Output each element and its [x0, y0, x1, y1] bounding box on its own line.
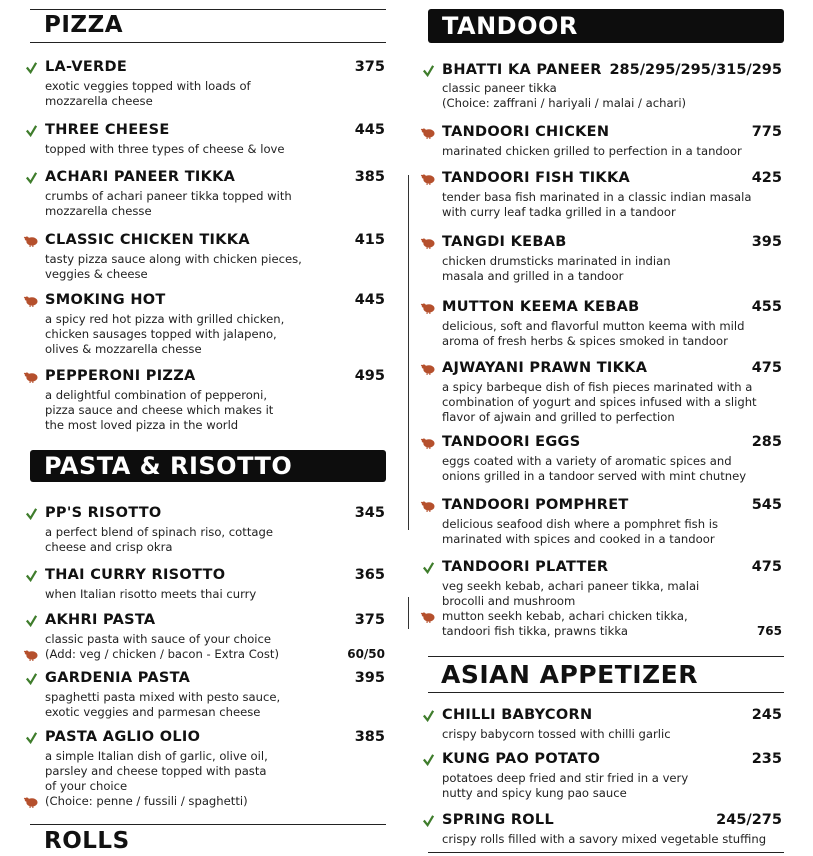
chicken-icon [420, 126, 436, 139]
chicken-icon [23, 648, 39, 661]
menu-item [442, 812, 782, 852]
item-price: 395 [751, 234, 782, 250]
item-description: mozzarella cheese [45, 94, 153, 108]
section-title-asian-appetizer: ASIAN APPETIZER [441, 660, 699, 689]
item-description: topped with three types of cheese & love [45, 142, 285, 156]
chicken-icon [420, 172, 436, 185]
item-price: 415 [354, 232, 385, 248]
item-price: 545 [751, 497, 782, 513]
menu-item [442, 62, 782, 112]
item-description: (Choice: penne / fussili / spaghetti) [45, 794, 248, 808]
item-description: mutton seekh kebab, achari chicken tikka, [442, 609, 688, 623]
item-price: 285 [751, 434, 782, 450]
item-name: BHATTI KA PANEER [442, 62, 602, 78]
item-name: THREE CHEESE [45, 122, 170, 138]
item-description: chicken sausages topped with jalapeno, [45, 327, 277, 341]
item-name: PEPPERONI PIZZA [45, 368, 196, 384]
column-divider [408, 175, 409, 530]
item-description: aroma of fresh herbs & spices smoked in tandoor [442, 334, 728, 348]
item-description: tasty pizza sauce along with chicken pieces, [45, 252, 302, 266]
veg-leaf-icon [422, 64, 435, 77]
menu-item [45, 505, 385, 555]
item-price: 445 [354, 292, 385, 308]
item-name: THAI CURRY RISOTTO [45, 567, 226, 583]
menu-item [442, 124, 782, 160]
item-description: eggs coated with a variety of aromatic spices and [442, 454, 732, 468]
veg-leaf-icon [25, 614, 38, 627]
menu-item [45, 169, 385, 219]
item-price: 495 [354, 368, 385, 384]
section-rule [428, 852, 784, 853]
item-name: SMOKING HOT [45, 292, 166, 308]
veg-leaf-icon [422, 561, 435, 574]
item-name: CHILLI BABYCORN [442, 707, 593, 723]
item-description: exotic veggies and parmesan cheese [45, 705, 261, 719]
item-price: 285/295/295/315/295 [609, 62, 782, 78]
item-price: 245/275 [716, 812, 782, 828]
menu-item [442, 170, 782, 220]
veg-leaf-icon [25, 507, 38, 520]
item-description: crispy rolls filled with a savory mixed vegetable stuffing [442, 832, 767, 846]
item-name: CLASSIC CHICKEN TIKKA [45, 232, 250, 248]
menu-item [45, 232, 385, 282]
item-description: veggies & cheese [45, 267, 148, 281]
section-title-tandoor: TANDOOR [428, 9, 784, 43]
item-description: a spicy barbeque dish of fish pieces marinated with a [442, 380, 753, 394]
veg-leaf-icon [25, 731, 38, 744]
item-description: spaghetti pasta mixed with pesto sauce, [45, 690, 281, 704]
column-divider [408, 597, 409, 629]
chicken-icon [420, 499, 436, 512]
section-rule [30, 824, 386, 825]
item-description: potatoes deep fried and stir fried in a very [442, 771, 689, 785]
chicken-icon [23, 294, 39, 307]
item-price: 475 [751, 360, 782, 376]
item-description: crispy babycorn tossed with chilli garlic [442, 727, 671, 741]
item-price: 775 [751, 124, 782, 140]
item-name: TANDOORI FISH TIKKA [442, 170, 631, 186]
item-description: (Choice: zaffrani / hariyali / malai / achari) [442, 96, 687, 110]
item-name: LA-VERDE [45, 59, 128, 75]
menu-item [45, 122, 385, 158]
menu-item [442, 707, 782, 743]
item-price: 345 [354, 505, 385, 521]
item-price: 445 [354, 122, 385, 138]
item-description: classic pasta with sauce of your choice [45, 632, 272, 646]
item-description: a simple Italian dish of garlic, olive oil, [45, 749, 268, 763]
item-description: with curry leaf tadka grilled in a tandoor [442, 205, 676, 219]
item-description: marinated chicken grilled to perfection in a tandoor [442, 144, 742, 158]
menu-item [45, 59, 385, 109]
menu-item [45, 612, 385, 662]
menu-item [45, 292, 385, 357]
veg-leaf-icon [25, 61, 38, 74]
veg-leaf-icon [25, 569, 38, 582]
chicken-icon [420, 610, 436, 623]
item-description: a spicy red hot pizza with grilled chicken, [45, 312, 285, 326]
menu-item [45, 368, 385, 433]
item-extra-price: 60/50 [347, 647, 385, 661]
chicken-icon [23, 795, 39, 808]
item-description: flavor of ajwain and grilled to perfection [442, 410, 675, 424]
item-name: GARDENIA PASTA [45, 670, 191, 686]
section-title-rolls: ROLLS [44, 828, 130, 854]
chicken-icon [420, 236, 436, 249]
item-description: crumbs of achari paneer tikka topped with [45, 189, 292, 203]
menu-item [442, 434, 782, 484]
chicken-icon [23, 234, 39, 247]
item-description: when Italian risotto meets thai curry [45, 587, 257, 601]
item-name: PP'S RISOTTO [45, 505, 162, 521]
item-description: tandoori fish tikka, prawns tikka [442, 624, 628, 638]
item-name: TANDOORI PLATTER [442, 559, 609, 575]
item-description: a perfect blend of spinach riso, cottage [45, 525, 273, 539]
item-description: brocolli and mushroom [442, 594, 576, 608]
section-rule [428, 692, 784, 693]
item-price: 385 [354, 169, 385, 185]
item-description: olives & mozzarella chesse [45, 342, 202, 356]
item-description: chicken drumsticks marinated in indian [442, 254, 671, 268]
item-description: onions grilled in a tandoor served with mint chutney [442, 469, 747, 483]
item-price: 375 [354, 59, 385, 75]
item-description: tender basa fish marinated in a classic indian masala [442, 190, 752, 204]
chicken-icon [420, 301, 436, 314]
item-name: TANDOORI EGGS [442, 434, 581, 450]
item-description: delicious seafood dish where a pomphret fish is [442, 517, 718, 531]
menu-item [442, 559, 782, 639]
chicken-icon [23, 370, 39, 383]
item-description: of your choice [45, 779, 128, 793]
item-name: AJWAYANI PRAWN TIKKA [442, 360, 648, 376]
item-price: 475 [751, 559, 782, 575]
item-name: SPRING ROLL [442, 812, 554, 828]
item-description: combination of yogurt and spices infused with a slight [442, 395, 757, 409]
item-description: exotic veggies topped with loads of [45, 79, 251, 93]
section-title-pasta-risotto: PASTA & RISOTTO [30, 450, 386, 482]
menu-item [442, 751, 782, 801]
item-price: 385 [354, 729, 385, 745]
chicken-icon [420, 436, 436, 449]
item-price: 235 [751, 751, 782, 767]
item-name: ACHARI PANEER TIKKA [45, 169, 236, 185]
veg-leaf-icon [422, 709, 435, 722]
item-extra-price: 765 [756, 624, 782, 638]
item-description: a delightful combination of pepperoni, [45, 388, 268, 402]
item-name: AKHRI PASTA [45, 612, 156, 628]
menu-item [45, 567, 385, 603]
item-description: classic paneer tikka [442, 81, 557, 95]
section-title-pizza: PIZZA [44, 12, 124, 38]
item-description: veg seekh kebab, achari paneer tikka, malai [442, 579, 700, 593]
item-name: PASTA AGLIO OLIO [45, 729, 201, 745]
item-name: TANGDI KEBAB [442, 234, 567, 250]
veg-leaf-icon [25, 124, 38, 137]
item-description: masala and grilled in a tandoor [442, 269, 624, 283]
item-description: mozzarella chesse [45, 204, 152, 218]
item-price: 365 [354, 567, 385, 583]
section-rule [30, 9, 386, 10]
menu-item [442, 497, 782, 547]
item-price: 375 [354, 612, 385, 628]
item-name: MUTTON KEEMA KEBAB [442, 299, 640, 315]
item-price: 455 [751, 299, 782, 315]
item-description: the most loved pizza in the world [45, 418, 239, 432]
item-price: 425 [751, 170, 782, 186]
item-description: (Add: veg / chicken / bacon - Extra Cost) [45, 647, 279, 661]
menu-item [442, 360, 782, 425]
section-rule [428, 656, 784, 657]
chicken-icon [420, 362, 436, 375]
item-description: delicious, soft and flavorful mutton keema with mild [442, 319, 745, 333]
item-name: TANDOORI POMPHRET [442, 497, 629, 513]
menu-item [442, 234, 782, 284]
item-description: parsley and cheese topped with pasta [45, 764, 267, 778]
veg-leaf-icon [422, 814, 435, 827]
item-description: cheese and crisp okra [45, 540, 173, 554]
section-rule [30, 42, 386, 43]
menu-item [45, 729, 385, 809]
veg-leaf-icon [422, 753, 435, 766]
veg-leaf-icon [25, 672, 38, 685]
item-description: nutty and spicy kung pao sauce [442, 786, 627, 800]
item-description: marinated with spices and cooked in a tandoor [442, 532, 715, 546]
item-description: pizza sauce and cheese which makes it [45, 403, 274, 417]
veg-leaf-icon [25, 171, 38, 184]
item-price: 245 [751, 707, 782, 723]
menu-item [442, 299, 782, 349]
item-name: KUNG PAO POTATO [442, 751, 601, 767]
item-name: TANDOORI CHICKEN [442, 124, 610, 140]
menu-item [45, 670, 385, 720]
item-price: 395 [354, 670, 385, 686]
